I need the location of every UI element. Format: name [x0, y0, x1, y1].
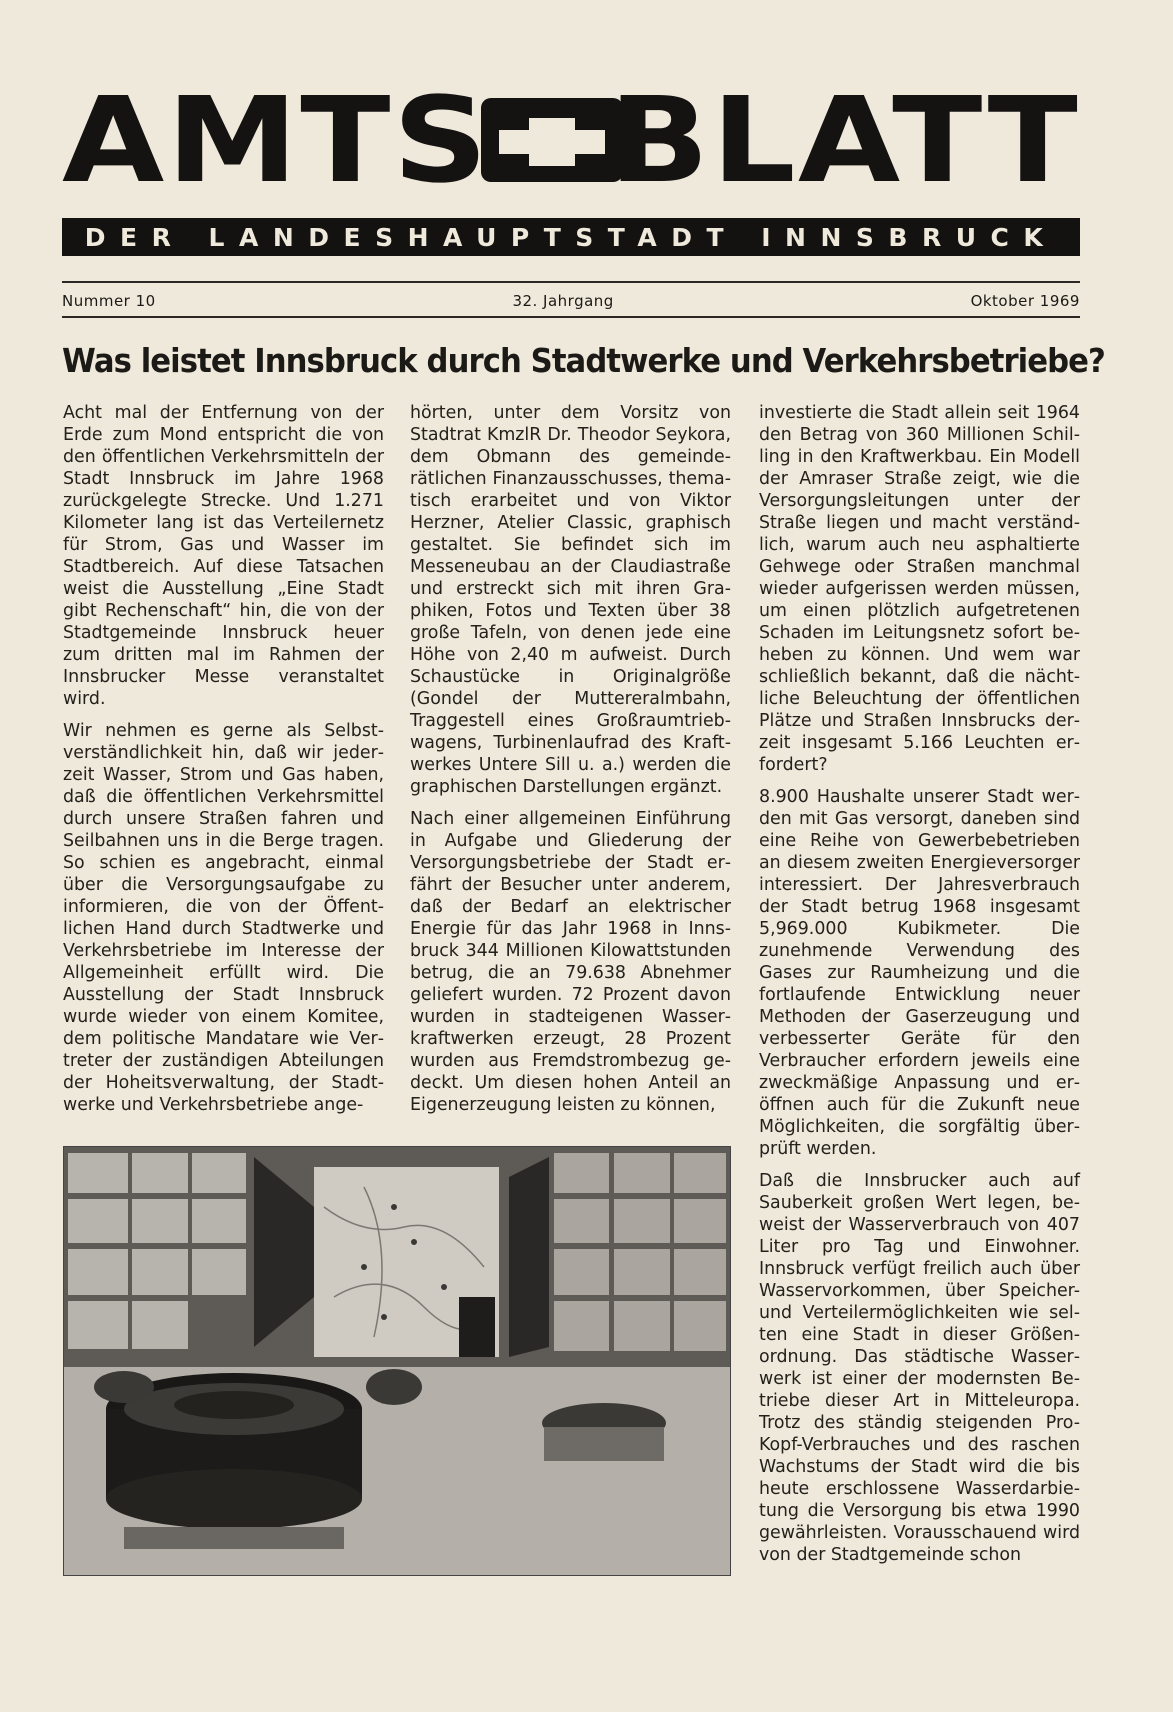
top-rule	[62, 281, 1080, 283]
paragraph: hörten, unter dem Vorsitz von Stadtrat KmzlR Dr. Theodor Seykora, dem Obmann des gemeinderätlichen Finanzausschusses, thematisch erarbeitet und von Viktor Herzner, Atelier Classic, graphisch gestaltet. Sie befindet sich im Messeneubau an der Claudiastraße und erstreckt sich mit ihren Graphiken, Fotos und Texten über 38 große Tafeln, von denen jede eine Höhe von 2,40 m aufweist. Durch Schaustücke in Originalgröße (Gondel der Muttereralmbahn, Traggestell eines Großraumtriebwagens, Turbinenlaufrad des Kraftwerkes Untere Sill u. a.) werden die graphischen Darstellungen ergänzt.	[410, 403, 731, 797]
masthead-title-right: BLATT	[608, 71, 1080, 209]
masthead-title-left: AMTS	[62, 71, 491, 209]
issue-number: Nummer 10	[62, 292, 156, 310]
masthead	[62, 71, 1080, 209]
issue-volume: 32. Jahrgang	[512, 292, 614, 310]
paragraph: investierte die Stadt allein seit 1964 den Betrag von 360 Millionen Schilling in den Kraftwerkbau. Ein Modell der Amraser Straße zeigt, wie die Versorgungsleitungen unter der Straße liegen und macht verständlich, warum auch neu asphaltierte Gehwege oder Straßen manchmal wieder aufgerissen werden müssen, um einen plötzlich aufgetretenen Schaden im Leitungsnetz sofort beheben zu können. Und wem war schließlich bekannt, daß die nächtliche Beleuchtung der öffentlichen Plätze und Straßen Innsbrucks derzeit insgesamt 5.166 Leuchten erfordert?	[759, 403, 1080, 775]
paragraph: Daß die Innsbrucker auch auf Sauberkeit großen Wert legen, beweist der Wasserverbrauch von 407 Liter pro Tag und Einwohner. Innsbruck verfügt freilich auch über Wasservorkommen, über Speicher- und Verteilermöglichkeiten wie selten eine Stadt in dieser Größenordnung. Das städtische Wasserwerk ist einer der modernsten Betriebe dieser Art in Mitteleuropa. Trotz des ständig steigenden Pro-Kopf-Verbrauches und des raschen Wachstums der Stadt wird die bis heute erschlossene Wasserdarbietung die Versorgung bis etwa 1990 gewährleisten. Vorausschauend wird von der Stadtgemeinde schon	[759, 1171, 1080, 1565]
article-headline: Was leistet Innsbruck durch Stadtwerke und Verkehrsbetriebe?	[62, 341, 1105, 380]
issue-date: Oktober 1969	[970, 292, 1080, 310]
bottom-rule	[62, 316, 1080, 318]
paragraph: Wir nehmen es gerne als Selbstverständlichkeit hin, daß wir jederzeit Wasser, Strom und Gas haben, daß die öffentlichen Verkehrsmittel durch unsere Straßen fahren und Seilbahnen uns in die Berge tragen. So schien es angebracht, einmal über die Versorgungsaufgabe zu informieren, die von der Öffentlichen Hand durch Stadtwerke und Verkehrsbetriebe im Interesse der Allgemeinheit erfüllt wird. Die Ausstellung der Stadt Innsbruck wurde wieder von einem Komitee, dem politische Mandatare wie Vertreter der zuständigen Abteilungen der Hoheitsverwaltung, der Stadtwerke und Verkehrsbetriebe ange-	[63, 721, 384, 1115]
city-bridge-emblem-icon	[477, 90, 627, 190]
article-column-1	[63, 402, 384, 1126]
masthead-subtitle: DER LANDESHAUPTSTADT INNSBRUCK	[62, 218, 1080, 256]
paragraph: 8.900 Haushalte unserer Stadt werden mit Gas versorgt, daneben sind eine Reihe von Gewerbebetrieben an diesem zweiten Energieversorger interessiert. Der Jahresverbrauch der Stadt betrug 1968 insgesamt 5,969.000 Kubikmeter. Die zunehmende Verwendung des Gases zur Raumheizung und die fortlaufende Entwicklung neuer Methoden der Gaserzeugung und verbesserter Geräte für den Verbraucher erfordern jeweils eine zweckmäßige Anpassung und eröffnen auch für die Zukunft neue Möglichkeiten, die sorgfältig überprüft werden.	[759, 787, 1080, 1159]
paragraph: Nach einer allgemeinen Einführung in Aufgabe und Gliederung der Versorgungsbetriebe der Stadt erfährt der Besucher unter anderem, daß der Bedarf an elektrischer Energie für das Jahr 1968 in Innsbruck 344 Millionen Kilowattstunden betrug, die an 79.638 Abnehmer geliefert wurden. 72 Prozent davon wurden in stadteigenen Wasserkraftwerken erzeugt, 28 Prozent wurden aus Fremdstrombezug gedeckt. Um diesen hohen Anteil an Eigenerzeugung leisten zu können,	[410, 809, 731, 1115]
article-column-3	[759, 402, 1080, 1576]
issue-line	[62, 290, 1080, 312]
paragraph: Acht mal der Entfernung von der Erde zum Mond entspricht die von den öffentlichen Verkehrsmitteln der Stadt Innsbruck im Jahre 1968 zurückgelegte Strecke. Und 1.271 Kilometer lang ist das Verteilernetz für Strom, Gas und Wasser im Stadtbereich. Auf diese Tatsachen weist die Ausstellung „Eine Stadt gibt Rechenschaft“ hin, die von der Stadtgemeinde Innsbruck heuer zum dritten mal im Rahmen der Innsbrucker Messe veranstaltet wird.	[63, 403, 384, 709]
article-column-2	[410, 402, 731, 1126]
exhibition-photo	[63, 1146, 731, 1576]
